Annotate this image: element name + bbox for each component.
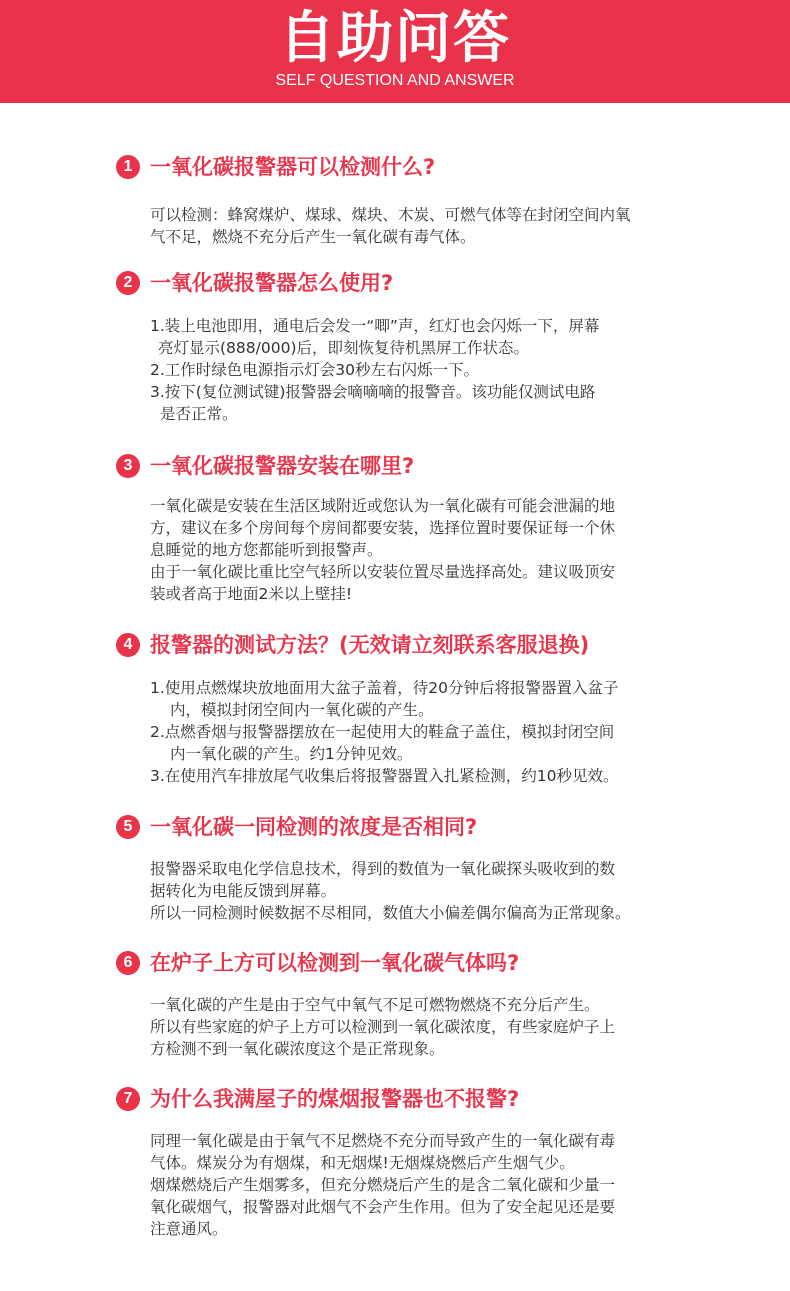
answer-line: 报警器采取电化学信息技术，得到的数值为一氧化碳探头吸收到的数 — [150, 860, 616, 878]
number-badge: 6 — [116, 951, 140, 975]
answer-line: 3.按下(复位测试键)报警器会嘀嘀嘀的报警音。该功能仅测试电路 — [150, 383, 596, 401]
answer-text — [150, 204, 690, 248]
answer-line: 烟煤燃烧后产生烟雾多，但充分燃烧后产生的是含二氧化碳和少量一 — [150, 1176, 616, 1194]
answer-line: 据转化为电能反馈到屏幕。 — [150, 882, 337, 900]
number-badge: 1 — [116, 155, 140, 179]
answer-line: 2.工作时绿色电源指示灯会30秒左右闪烁一下。 — [150, 361, 480, 379]
number-badge: 7 — [116, 1087, 140, 1111]
answer-text — [150, 994, 690, 1060]
qa-item-5 — [0, 812, 790, 922]
answer-line: 1.使用点燃煤块放地面用大盆子盖着，待20分钟后将报警器置入盆子 — [150, 679, 619, 697]
question-row — [0, 1084, 790, 1116]
answer-text — [150, 677, 690, 787]
question-row — [0, 152, 790, 184]
answer-line: 亮灯显示(888/000)后，即刻恢复待机黑屏工作状态。 — [158, 339, 529, 357]
question-row — [0, 630, 790, 662]
answer-line: 3.在使用汽车排放尾气收集后将报警器置入扎紧检测，约10秒见效。 — [150, 767, 619, 785]
page-title: 自助问答 — [279, 6, 511, 71]
answer-line: 方，建议在多个房间每个房间都要安装，选择位置时要保证每一个休 — [150, 519, 616, 537]
question-text: 在炉子上方可以检测到一氧化碳气体吗? — [150, 951, 520, 975]
answer-line: 一氧化碳的产生是由于空气中氧气不足可燃物燃烧不充分后产生。 — [150, 996, 600, 1014]
number-badge: 5 — [116, 815, 140, 839]
page-subtitle: SELF QUESTION AND ANSWER — [275, 72, 515, 89]
question-text: 一氧化碳报警器安装在哪里? — [150, 454, 415, 478]
qa-item-2 — [0, 268, 790, 423]
number-badge: 3 — [116, 454, 140, 478]
answer-text — [150, 1130, 690, 1240]
answer-line: 1.装上电池即用，通电后会发一“唧”声，红灯也会闪烁一下，屏幕 — [150, 317, 600, 335]
question-row — [0, 812, 790, 844]
question-text: 一氧化碳报警器怎么使用? — [150, 271, 394, 295]
answer-line: 注意通风。 — [150, 1220, 228, 1238]
qa-item-7 — [0, 1084, 790, 1238]
answer-line: 所以一同检测时候数据不尽相同，数值大小偏差偶尔偏高为正常现象。 — [150, 904, 631, 922]
qa-item-3 — [0, 451, 790, 603]
qa-item-1 — [0, 152, 790, 246]
answer-line: 同理一氧化碳是由于氧气不足燃烧不充分而导致产生的一氧化碳有毒 — [150, 1132, 616, 1150]
answer-line: 气不足，燃烧不充分后产生一氧化碳有毒气体。 — [150, 228, 476, 246]
answer-line: 气体。煤炭分为有烟煤，和无烟煤!无烟煤烧燃后产生烟气少。 — [150, 1154, 575, 1172]
answer-text — [150, 495, 690, 605]
answer-line: 一氧化碳是安装在生活区域附近或您认为一氧化碳有可能会泄漏的地 — [150, 497, 616, 515]
answer-line: 所以有些家庭的炉子上方可以检测到一氧化碳浓度，有些家庭炉子上 — [150, 1018, 616, 1036]
question-row — [0, 451, 790, 483]
answer-line: 方检测不到一氧化碳浓度这个是正常现象。 — [150, 1040, 445, 1058]
question-row — [0, 268, 790, 300]
answer-line: 2.点燃香烟与报警器摆放在一起使用大的鞋盒子盖住，模拟封闭空间 — [150, 723, 615, 741]
answer-line: 内，模拟封闭空间内一氧化碳的产生。 — [170, 701, 434, 719]
qa-item-6 — [0, 948, 790, 1058]
question-row — [0, 948, 790, 980]
answer-line: 内一氧化碳的产生。约1分钟见效。 — [170, 745, 413, 763]
number-badge: 4 — [116, 633, 140, 657]
answer-line: 可以检测：蜂窝煤炉、煤球、煤块、木炭、可燃气体等在封闭空间内氧 — [150, 206, 631, 224]
question-text: 一氧化碳报警器可以检测什么? — [150, 155, 436, 179]
page-header — [0, 0, 790, 103]
question-text: 一氧化碳一同检测的浓度是否相同? — [150, 815, 478, 839]
answer-text — [150, 315, 690, 425]
answer-line: 是否正常。 — [160, 405, 238, 423]
answer-line: 由于一氧化碳比重比空气轻所以安装位置尽量选择高处。建议吸顶安 — [150, 563, 616, 581]
qa-item-4 — [0, 630, 790, 785]
answer-text — [150, 858, 690, 924]
question-text: 为什么我满屋子的煤烟报警器也不报警? — [150, 1087, 520, 1111]
answer-line: 氧化碳烟气，报警器对此烟气不会产生作用。但为了安全起见还是要 — [150, 1198, 616, 1216]
question-text: 报警器的测试方法？(无效请立刻联系客服退换) — [150, 633, 590, 657]
number-badge: 2 — [116, 271, 140, 295]
answer-line: 息睡觉的地方您都能听到报警声。 — [150, 541, 383, 559]
answer-line: 装或者高于地面2米以上壁挂! — [150, 585, 353, 603]
